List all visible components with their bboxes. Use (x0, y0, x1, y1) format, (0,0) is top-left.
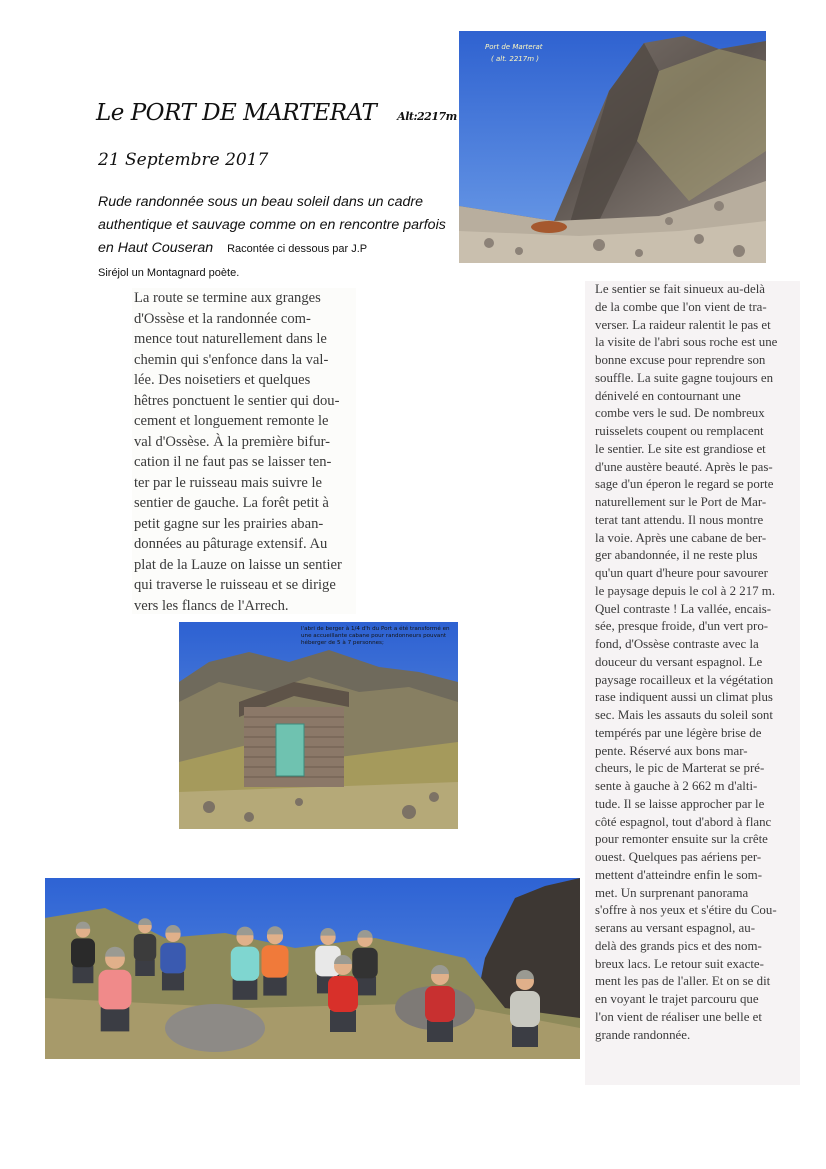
article-line: en voyant le trajet parcouru que (595, 992, 759, 1006)
article-line: l'on vient de réaliser une belle et (595, 1009, 762, 1024)
article-line: Quel contraste ! La vallée, encais- (595, 601, 772, 616)
photo-caption-title: Port de Marterat (485, 43, 543, 51)
article-line: côté espagnol, tout d'abord à flanc (595, 814, 772, 829)
article-line: chemin qui s'enfonce dans la val- (134, 351, 329, 368)
article-line: bonne excuse pour reprendre son (595, 353, 766, 367)
article-line: la voie. Après une cabane de ber- (595, 530, 767, 545)
article-line: terat tant attendu. Il nous montre (595, 512, 764, 527)
intro-paragraph (98, 191, 448, 285)
article-line: tempérés par une légère brise de (595, 725, 762, 740)
article-line: le paysage depuis le col à 2 217 m. (595, 583, 776, 598)
article-line: ruisselets coupent ou remplacent (595, 424, 764, 438)
article-line: sec. Mais les assauts du soleil sont (595, 708, 773, 722)
article-line: tude. Il se laisse approcher par le (595, 796, 765, 811)
article-line: ger abandonnée, il ne reste plus (595, 548, 758, 563)
photo-caption-altitude: ( alt. 2217m ) (491, 55, 539, 63)
article-line: douceur du versant espagnol. Le (595, 654, 763, 669)
page-title (96, 100, 457, 126)
article-column-left (132, 288, 356, 614)
article-line: mettent d'atteindre enfin le som- (595, 867, 762, 882)
article-line: plat de la Lauze on laisse un sentier (134, 556, 342, 573)
article-line: combe vers le sud. De nombreux (595, 406, 765, 421)
title-text: Le PORT DE MARTERAT (96, 100, 377, 126)
intro-text: Rude randonnée sous un beau soleil dans un cadre authentique et sauvage comme on en rencontre parfois en Haut Couseran (98, 194, 446, 256)
article-line: verser. La raideur ralentit le pas et (595, 317, 771, 332)
article-line: ter par le ruisseau mais suivre le (134, 474, 323, 491)
article-line: hêtres ponctuent le sentier qui dou- (134, 392, 340, 409)
article-line: fond, d'Ossèse contraste avec la (595, 637, 759, 651)
article-line: sée, presque froide, d'un vert pro- (595, 619, 769, 634)
article-line: petit gagne sur les prairies aban- (134, 515, 324, 532)
cabin-photo-caption: l'abri de berger à 1/4 d'h du Port a été transformé en une accueillante cabane pour randonneurs pouvant héberger de 5 à 7 personnes; (301, 626, 450, 646)
article-line: qui traverse le ruisseau et se dirige (134, 577, 336, 593)
article-line: cement et longuement remonte le (134, 413, 329, 429)
article-line: serans au versant espagnol, au- (595, 921, 755, 935)
article-line: met. Un surprenant panorama (595, 885, 749, 900)
article-line: lée. Des noisetiers et quelques (134, 372, 311, 388)
article-line: sage d'un éperon le regard se porte (595, 477, 774, 492)
article-line: rase indiquent aussi un climat plus (595, 690, 773, 705)
photo-group-hikers (45, 878, 580, 1059)
article-line: ouest. Quelques pas aériens per- (595, 850, 762, 864)
article-line: sentier de gauche. La forêt petit à (134, 495, 329, 511)
article-line: pour remonter ensuite sur la crête (595, 832, 768, 847)
article-line: Le sentier se fait sinueux au-delà (595, 282, 766, 296)
article-line: s'offre à nos yeux et s'étire du Cou- (595, 903, 777, 918)
photo-shepherd-cabin (179, 622, 458, 829)
group-photo-svg (45, 878, 580, 1059)
article-line: le sentier. Le site est grandiose et (595, 441, 766, 456)
article-line: d'Ossèse et la randonnée com- (134, 310, 311, 327)
credit-line-1: Racontée ci dessous par J.P (227, 243, 368, 255)
article-line: de la combe que l'on vient de tra- (595, 299, 767, 314)
photo-port-de-marterat (459, 31, 766, 263)
article-line: sente à gauche à 2 662 m d'alti- (595, 779, 758, 793)
article-line: la visite de l'abri sous roche est une (595, 335, 778, 350)
article-line: val d'Ossèse. À la première bifur- (134, 433, 331, 450)
article-line: vers les flancs de l'Arrech. (134, 597, 289, 614)
article-line: dénivelé en contournant une (595, 388, 741, 403)
article-line: cation il ne faut pas se laisser ten- (134, 454, 332, 470)
altitude-label: Alt:2217m (397, 110, 457, 123)
article-line: mence tout naturellement dans le (134, 331, 327, 347)
article-line: souffle. La suite gagne toujours en (595, 370, 774, 385)
article-line: données au pâturage extensif. Au (134, 536, 328, 552)
article-line: qu'un quart d'heure pour savourer (595, 566, 768, 580)
article-line: d'une austère beauté. Après le pas- (595, 459, 773, 474)
article-line: delà des grands pics et des nom- (595, 938, 762, 953)
article-line: naturellement sur le Port de Mar- (595, 495, 767, 509)
photo-port-svg (459, 31, 766, 263)
date-heading: 21 Septembre 2017 (98, 150, 269, 170)
article-line: pente. Réservé aux bons mar- (595, 743, 748, 758)
credit-line-2: Siréjol un Montagnard poète. (98, 267, 240, 279)
article-column-right (585, 281, 800, 1085)
article-line: breux lacs. Le retour suit exacte- (595, 956, 764, 971)
photo-cabin-svg (179, 622, 458, 829)
article-line: ment les pas de l'aller. Et on se dit (595, 974, 771, 989)
article-line: cheurs, le pic de Marterat se pré- (595, 761, 765, 776)
article-line: paysage rocailleux et la végétation (595, 672, 774, 687)
article-line: grande randonnée. (595, 1027, 691, 1042)
article-line: La route se termine aux granges (134, 290, 321, 306)
